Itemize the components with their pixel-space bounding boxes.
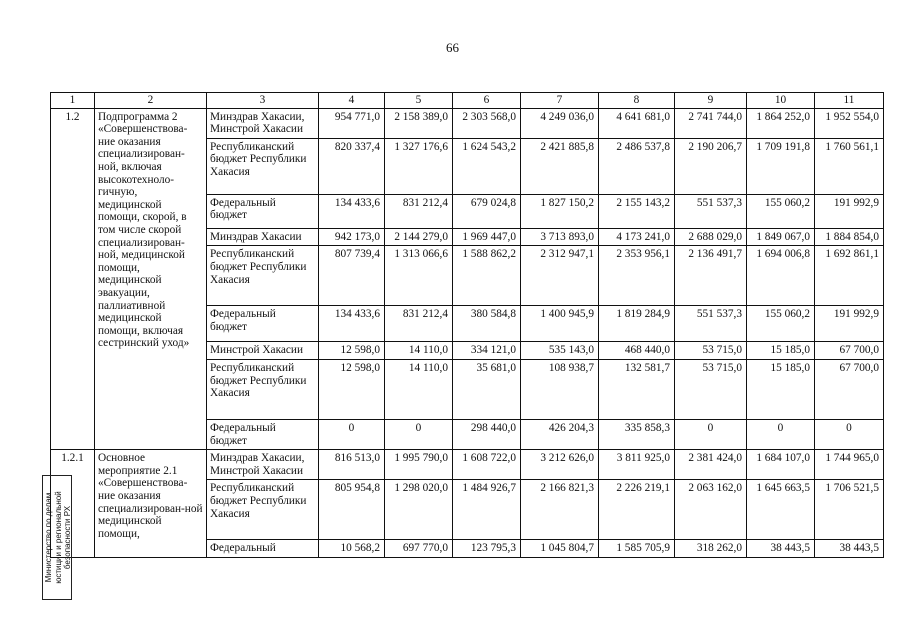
- funding-source: Минздрав Хакасии, Минстрой Хакасии: [207, 450, 319, 480]
- header-row: [51, 93, 884, 109]
- value-cell: 123 795,3: [453, 540, 521, 558]
- value-cell: 468 440,0: [599, 342, 675, 360]
- value-cell: 12 598,0: [319, 342, 385, 360]
- value-cell: 1 995 790,0: [385, 450, 453, 480]
- value-cell: 426 204,3: [521, 419, 599, 449]
- page-number: 66: [446, 40, 459, 55]
- value-cell: 1 585 705,9: [599, 540, 675, 558]
- header-cell: 1: [51, 93, 95, 109]
- value-cell: 335 858,3: [599, 419, 675, 449]
- value-cell: 132 581,7: [599, 359, 675, 419]
- value-cell: 1 298 020,0: [385, 480, 453, 540]
- value-cell: 2 303 568,0: [453, 108, 521, 138]
- table-row: [51, 108, 884, 138]
- value-cell: 1 692 861,1: [815, 246, 884, 306]
- value-cell: 1 327 176,6: [385, 138, 453, 194]
- header-cell: 7: [521, 93, 599, 109]
- value-cell: 0: [675, 419, 747, 449]
- value-cell: 1 694 006,8: [747, 246, 815, 306]
- value-cell: 38 443,5: [747, 540, 815, 558]
- value-cell: 1 400 945,9: [521, 306, 599, 342]
- funding-source: Минстрой Хакасии: [207, 342, 319, 360]
- value-cell: 4 249 036,0: [521, 108, 599, 138]
- value-cell: 0: [747, 419, 815, 449]
- value-cell: 942 173,0: [319, 228, 385, 246]
- value-cell: 679 024,8: [453, 194, 521, 228]
- header-cell: 2: [95, 93, 207, 109]
- header-cell: 8: [599, 93, 675, 109]
- value-cell: 14 110,0: [385, 359, 453, 419]
- value-cell: 2 688 029,0: [675, 228, 747, 246]
- value-cell: 53 715,0: [675, 359, 747, 419]
- header-cell: 10: [747, 93, 815, 109]
- value-cell: 2 158 389,0: [385, 108, 453, 138]
- value-cell: 12 598,0: [319, 359, 385, 419]
- section-code: 1.2.1: [51, 450, 95, 558]
- header-cell: 11: [815, 93, 884, 109]
- header-cell: 3: [207, 93, 319, 109]
- header-cell: 4: [319, 93, 385, 109]
- value-cell: 535 143,0: [521, 342, 599, 360]
- value-cell: 2 226 219,1: [599, 480, 675, 540]
- value-cell: 831 212,4: [385, 306, 453, 342]
- value-cell: 2 166 821,3: [521, 480, 599, 540]
- value-cell: 1 744 965,0: [815, 450, 884, 480]
- header-cell: 5: [385, 93, 453, 109]
- value-cell: 134 433,6: [319, 194, 385, 228]
- value-cell: 551 537,3: [675, 194, 747, 228]
- value-cell: 954 771,0: [319, 108, 385, 138]
- value-cell: 3 212 626,0: [521, 450, 599, 480]
- value-cell: 1 045 804,7: [521, 540, 599, 558]
- funding-source: Республиканский бюджет Республики Хакасия: [207, 138, 319, 194]
- value-cell: 318 262,0: [675, 540, 747, 558]
- value-cell: 2 312 947,1: [521, 246, 599, 306]
- value-cell: 380 584,8: [453, 306, 521, 342]
- value-cell: 1 709 191,8: [747, 138, 815, 194]
- value-cell: 35 681,0: [453, 359, 521, 419]
- value-cell: 1 884 854,0: [815, 228, 884, 246]
- value-cell: 1 969 447,0: [453, 228, 521, 246]
- value-cell: 2 136 491,7: [675, 246, 747, 306]
- value-cell: 2 155 143,2: [599, 194, 675, 228]
- value-cell: 134 433,6: [319, 306, 385, 342]
- header-cell: 9: [675, 93, 747, 109]
- value-cell: 2 190 206,7: [675, 138, 747, 194]
- value-cell: 831 212,4: [385, 194, 453, 228]
- funding-source: Федеральный бюджет: [207, 194, 319, 228]
- value-cell: 2 353 956,1: [599, 246, 675, 306]
- value-cell: 1 849 067,0: [747, 228, 815, 246]
- funding-source: Федеральный бюджет: [207, 306, 319, 342]
- value-cell: 820 337,4: [319, 138, 385, 194]
- value-cell: 191 992,9: [815, 194, 884, 228]
- value-cell: 155 060,2: [747, 194, 815, 228]
- value-cell: 816 513,0: [319, 450, 385, 480]
- value-cell: 1 588 862,2: [453, 246, 521, 306]
- value-cell: 4 173 241,0: [599, 228, 675, 246]
- section-code: 1.2: [51, 108, 95, 450]
- funding-source: Минздрав Хакасии: [207, 228, 319, 246]
- value-cell: 1 645 663,5: [747, 480, 815, 540]
- value-cell: 108 938,7: [521, 359, 599, 419]
- funding-source: Республиканский бюджет Республики Хакасия: [207, 246, 319, 306]
- funding-source: Минздрав Хакасии, Минстрой Хакасии: [207, 108, 319, 138]
- value-cell: 191 992,9: [815, 306, 884, 342]
- value-cell: 14 110,0: [385, 342, 453, 360]
- value-cell: 3 811 925,0: [599, 450, 675, 480]
- value-cell: 4 641 681,0: [599, 108, 675, 138]
- funding-source: Федеральный: [207, 540, 319, 558]
- value-cell: 1 484 926,7: [453, 480, 521, 540]
- value-cell: 0: [319, 419, 385, 449]
- value-cell: 2 421 885,8: [521, 138, 599, 194]
- value-cell: 155 060,2: [747, 306, 815, 342]
- value-cell: 2 486 537,8: [599, 138, 675, 194]
- budget-table: [50, 92, 884, 558]
- value-cell: 1 608 722,0: [453, 450, 521, 480]
- value-cell: 1 313 066,6: [385, 246, 453, 306]
- value-cell: 2 144 279,0: [385, 228, 453, 246]
- section-title: Подпрограмма 2 «Совершенствова-ние оказания специализирован-ной, включая высокотехноло-гичную, медицинской помощи, скорой, в том числе скорой специализирован-ной, медицинской помощи, медицинской эвакуации, паллиативной медицинской помощи, включая сестринский уход»: [95, 108, 207, 450]
- value-cell: 1 760 561,1: [815, 138, 884, 194]
- registration-stamp: Министерство по делам юстиции и региональной безопасности РХ: [42, 475, 72, 600]
- value-cell: 805 954,8: [319, 480, 385, 540]
- value-cell: 334 121,0: [453, 342, 521, 360]
- value-cell: 298 440,0: [453, 419, 521, 449]
- value-cell: 67 700,0: [815, 342, 884, 360]
- value-cell: 1 706 521,5: [815, 480, 884, 540]
- value-cell: 807 739,4: [319, 246, 385, 306]
- value-cell: 1 624 543,2: [453, 138, 521, 194]
- value-cell: 0: [815, 419, 884, 449]
- funding-source: Республиканский бюджет Республики Хакасия: [207, 359, 319, 419]
- value-cell: 551 537,3: [675, 306, 747, 342]
- funding-source: Федеральный бюджет: [207, 419, 319, 449]
- value-cell: 1 684 107,0: [747, 450, 815, 480]
- value-cell: 697 770,0: [385, 540, 453, 558]
- value-cell: 1 952 554,0: [815, 108, 884, 138]
- value-cell: 15 185,0: [747, 359, 815, 419]
- value-cell: 1 864 252,0: [747, 108, 815, 138]
- table-row: [51, 450, 884, 480]
- value-cell: 1 827 150,2: [521, 194, 599, 228]
- header-cell: 6: [453, 93, 521, 109]
- value-cell: 2 381 424,0: [675, 450, 747, 480]
- value-cell: 2 741 744,0: [675, 108, 747, 138]
- value-cell: 2 063 162,0: [675, 480, 747, 540]
- value-cell: 0: [385, 419, 453, 449]
- value-cell: 10 568,2: [319, 540, 385, 558]
- value-cell: 53 715,0: [675, 342, 747, 360]
- funding-source: Республиканский бюджет Республики Хакасия: [207, 480, 319, 540]
- value-cell: 3 713 893,0: [521, 228, 599, 246]
- value-cell: 38 443,5: [815, 540, 884, 558]
- value-cell: 67 700,0: [815, 359, 884, 419]
- section-title: Основное мероприятие 2.1 «Совершенствова-ние оказания специализирован-ной медицинской помощи,: [95, 450, 207, 558]
- value-cell: 15 185,0: [747, 342, 815, 360]
- value-cell: 1 819 284,9: [599, 306, 675, 342]
